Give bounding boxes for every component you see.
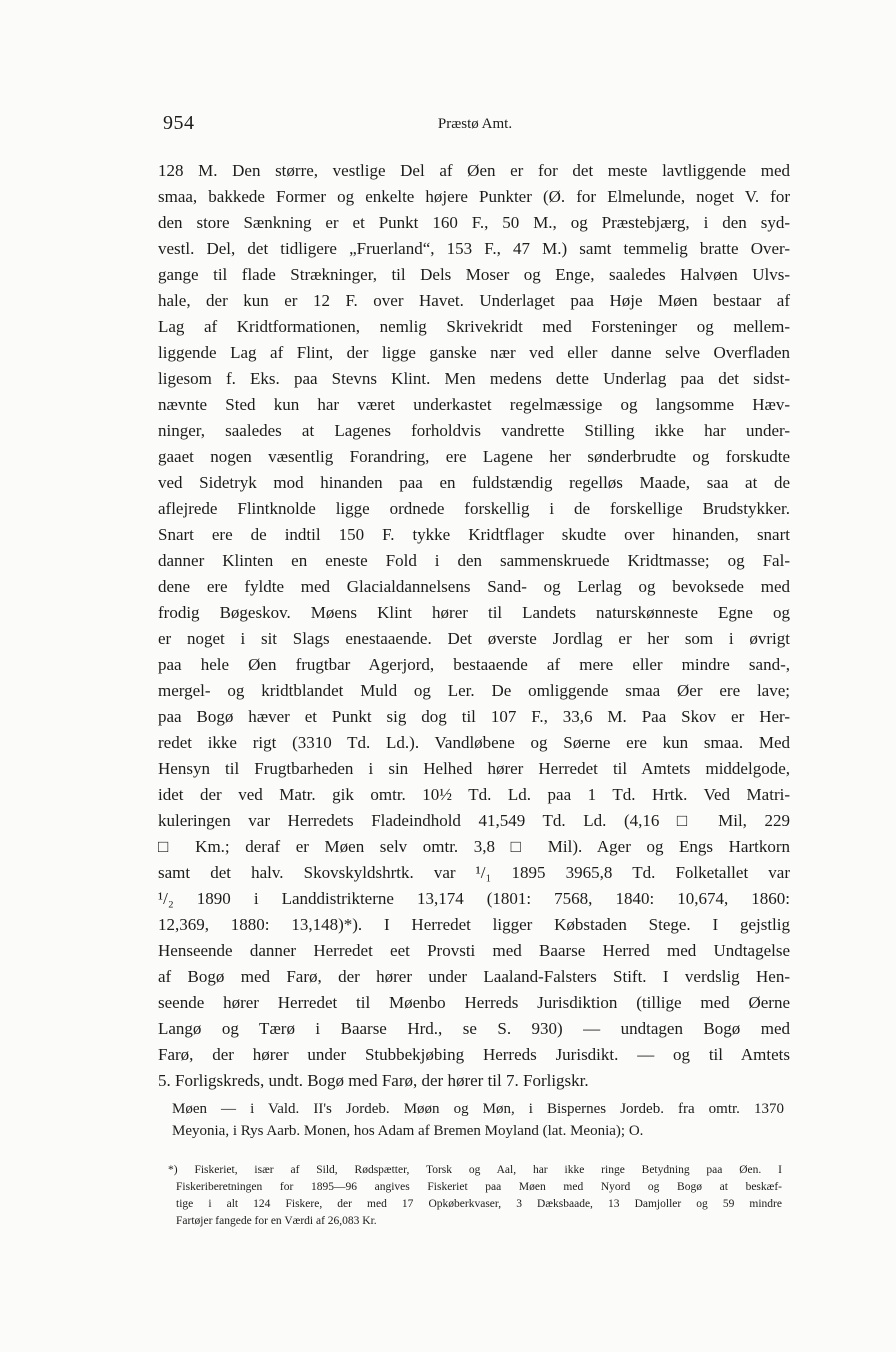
- text-line: aflejrede Flintknolde ligge ordnede forskellig i de forskellige Brudstykker.: [158, 499, 790, 518]
- footnote-line: *) Fiskeriet, især af Sild, Rødspætter, Torsk og Aal, har ikke ringe Betydning paa Øen. I: [168, 1164, 782, 1176]
- text-line: Farø, der hører under Stubbekjøbing Herreds Jurisdikt. — og til Amtets: [158, 1045, 790, 1064]
- text-line: danner Klinten en eneste Fold i den sammenskruede Kridtmasse; og Fal-: [158, 551, 790, 570]
- text-line: □ Km.; deraf er Møen selv omtr. 3,8 □ Mil). Ager og Engs Hartkorn: [158, 837, 790, 856]
- footnote: [168, 1162, 782, 1230]
- text-line: 5. Forligskreds, undt. Bogø med Farø, der hører til 7. Forligskr.: [158, 1071, 589, 1090]
- text-line: ved Sidetryk mod hinanden paa en fuldstændig regelløs Maade, saa at de: [158, 473, 790, 492]
- text-line: paa Bogø hæver et Punkt sig dog til 107 F., 33,6 M. Paa Skov er Her-: [158, 707, 790, 726]
- text-line: gaaet nogen væsentlig Forandring, ere Lagene her sønderbrudte og forskudte: [158, 447, 790, 466]
- text-line: den store Sænkning er et Punkt 160 F., 50 M., og Præstebjærg, i den syd-: [158, 213, 790, 232]
- footnote-line: tige i alt 124 Fiskere, der med 17 Opkøberkvaser, 3 Dæksbaade, 13 Damjoller og 59 mindre: [176, 1198, 782, 1210]
- text-line: ninger, saaledes at Lagenes forholdvis vandrette Stilling ikke har under-: [158, 421, 790, 440]
- note-line: Meyonia, i Rys Aarb. Monen, hos Adam af Bremen Moyland (lat. Meonia); O.: [172, 1123, 644, 1139]
- text-line: af Bogø med Farø, der hører under Laaland-Falsters Stift. I verdslig Hen-: [158, 967, 790, 986]
- text-line: samt det halv. Skovskyldshrtk. var ¹/₁ 1895 3965,8 Td. Folketallet var: [158, 863, 790, 882]
- text-line: Snart ere de indtil 150 F. tykke Kridtflager skudte over hinanden, snart: [158, 525, 790, 544]
- text-line: 128 M. Den større, vestlige Del af Øen er for det meste lavtliggende med: [158, 161, 790, 180]
- text-line: dene ere fyldte med Glacialdannelsens Sand- og Lerlag og bevoksede med: [158, 577, 790, 596]
- footnote-line: Fartøjer fangede for en Værdi af 26,083 Kr.: [176, 1215, 377, 1227]
- text-line: ¹/₂ 1890 i Landdistrikterne 13,174 (1801: 7568, 1840: 10,674, 1860:: [158, 889, 790, 908]
- text-line: 12,369, 1880: 13,148)*). I Herredet ligger Købstaden Stege. I gejstlig: [158, 915, 790, 934]
- text-line: Langø og Tærø i Baarse Hrd., se S. 930) — undtagen Bogø med: [158, 1019, 790, 1038]
- text-line: mergel- og kridtblandet Muld og Ler. De omliggende smaa Øer ere lave;: [158, 681, 790, 700]
- text-line: redet ikke rigt (3310 Td. Ld.). Vandløbene og Søerne ere kun smaa. Med: [158, 733, 790, 752]
- text-line: kuleringen var Herredets Fladeindhold 41,549 Td. Ld. (4,16 □ Mil, 229: [158, 811, 790, 830]
- text-line: hale, der kun er 12 F. over Havet. Underlaget paa Høje Møen bestaar af: [158, 291, 790, 310]
- text-line: liggende Lag af Flint, der ligge ganske nær ved eller danne selve Overfladen: [158, 343, 790, 362]
- text-line: ligesom f. Eks. paa Stevns Klint. Men medens dette Underlag paa det sidst-: [158, 369, 790, 388]
- text-line: er noget i sit Slags enestaaende. Det øverste Jordlag er her som i øvrigt: [158, 629, 790, 648]
- running-title: Præstø Amt.: [437, 116, 513, 132]
- body-text: [158, 158, 790, 1094]
- text-line: idet der ved Matr. gik omtr. 10½ Td. Ld. paa 1 Td. Hrtk. Ved Matri-: [158, 785, 790, 804]
- text-line: Henseende danner Herredet eet Provsti med Baarse Herred med Undtagelse: [158, 941, 790, 960]
- footnote-line: Fiskeriberetningen for 1895—96 angives Fiskeriet paa Møen med Nyord og Bogø at beskæf-: [176, 1181, 782, 1193]
- text-line: paa hele Øen frugtbar Agerjord, bestaaende af mere eller mindre sand-,: [158, 655, 790, 674]
- page-header: [163, 112, 787, 140]
- text-line: seende hører Herredet til Møenbo Herreds Jurisdiktion (tillige med Øerne: [158, 993, 790, 1012]
- text-line: vestl. Del, det tidligere „Fruerland“, 153 F., 47 M.) samt temmelig bratte Over-: [158, 239, 790, 258]
- name-note: [172, 1098, 784, 1142]
- page-number: 954: [163, 112, 195, 134]
- text-line: Lag af Kridtformationen, nemlig Skrivekridt med Forsteninger og mellem-: [158, 317, 790, 336]
- text-line: Hensyn til Frugtbarheden i sin Helhed hører Herredet til Amtets middelgode,: [158, 759, 790, 778]
- text-line: frodig Bøgeskov. Møens Klint hører til Landets naturskønneste Egne og: [158, 603, 790, 622]
- note-line: Møen — i Vald. II's Jordeb. Møøn og Møn, i Bispernes Jordeb. fra omtr. 1370: [172, 1101, 784, 1117]
- text-line: smaa, bakkede Former og enkelte højere Punkter (Ø. for Elmelunde, noget V. for: [158, 187, 790, 206]
- text-line: gange til flade Strækninger, til Dels Moser og Enge, saaledes Halvøen Ulvs-: [158, 265, 790, 284]
- text-line: nævnte Sted kun har været underkastet regelmæssige og langsomme Hæv-: [158, 395, 790, 414]
